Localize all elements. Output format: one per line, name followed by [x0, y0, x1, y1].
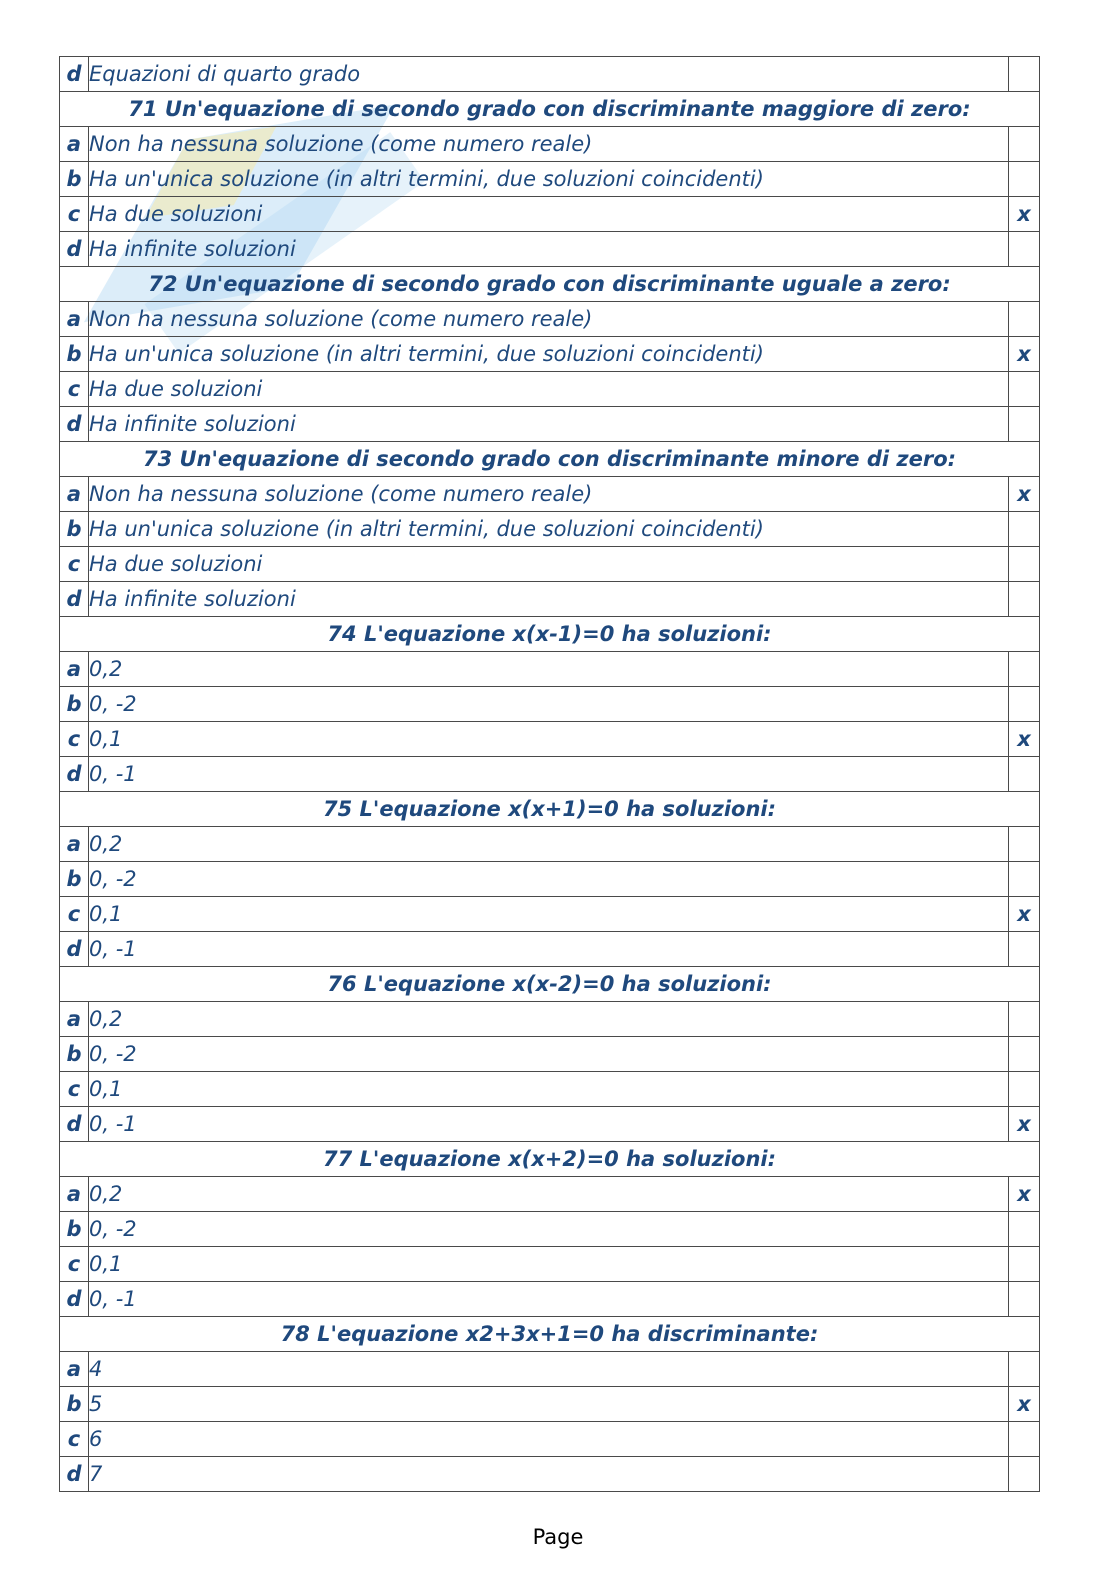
option-letter: a — [60, 302, 89, 337]
option-letter: a — [60, 827, 89, 862]
answer-row — [60, 162, 1040, 197]
option-letter: d — [60, 1457, 89, 1492]
question-title: 74 L'equazione x(x-1)=0 ha soluzioni: — [60, 617, 1040, 652]
page-footer: Page — [532, 1525, 584, 1549]
option-text: 0, -2 — [89, 862, 1009, 897]
option-letter: d — [60, 407, 89, 442]
option-text: 0,2 — [89, 652, 1009, 687]
option-letter: d — [60, 932, 89, 967]
answer-mark — [1009, 302, 1040, 337]
option-letter: c — [60, 547, 89, 582]
option-text: Ha due soluzioni — [89, 372, 1009, 407]
answer-mark — [1009, 407, 1040, 442]
answer-mark — [1009, 1247, 1040, 1282]
question-row — [60, 1317, 1040, 1352]
option-text: 0,1 — [89, 897, 1009, 932]
question-row — [60, 617, 1040, 652]
answer-mark — [1009, 127, 1040, 162]
answer-row — [60, 582, 1040, 617]
answer-row — [60, 1282, 1040, 1317]
answer-row — [60, 127, 1040, 162]
option-letter: c — [60, 1072, 89, 1107]
question-row — [60, 1142, 1040, 1177]
option-letter: b — [60, 162, 89, 197]
answer-row — [60, 897, 1040, 932]
option-text: Ha infinite soluzioni — [89, 232, 1009, 267]
option-letter: a — [60, 477, 89, 512]
answer-row — [60, 1212, 1040, 1247]
answer-row — [60, 1422, 1040, 1457]
answer-mark — [1009, 652, 1040, 687]
answer-mark: x — [1009, 722, 1040, 757]
answer-mark — [1009, 372, 1040, 407]
answer-row — [60, 722, 1040, 757]
answer-mark: x — [1009, 1177, 1040, 1212]
option-letter: a — [60, 1002, 89, 1037]
option-letter: b — [60, 337, 89, 372]
option-letter: c — [60, 372, 89, 407]
answer-row — [60, 232, 1040, 267]
answer-row — [60, 407, 1040, 442]
option-text: 6 — [89, 1422, 1009, 1457]
question-row — [60, 92, 1040, 127]
option-text: 0, -1 — [89, 757, 1009, 792]
answer-mark: x — [1009, 197, 1040, 232]
option-letter: b — [60, 512, 89, 547]
option-letter: b — [60, 1387, 89, 1422]
answer-mark — [1009, 1352, 1040, 1387]
option-letter: d — [60, 757, 89, 792]
answer-mark: x — [1009, 897, 1040, 932]
answer-row — [60, 547, 1040, 582]
option-letter: c — [60, 897, 89, 932]
answer-mark — [1009, 1072, 1040, 1107]
question-title: 72 Un'equazione di secondo grado con discriminante uguale a zero: — [60, 267, 1040, 302]
answer-mark: x — [1009, 337, 1040, 372]
option-text: Non ha nessuna soluzione (come numero reale) — [89, 302, 1009, 337]
option-text: 4 — [89, 1352, 1009, 1387]
option-text: Ha un'unica soluzione (in altri termini, due soluzioni coincidenti) — [89, 512, 1009, 547]
option-text: Ha un'unica soluzione (in altri termini, due soluzioni coincidenti) — [89, 162, 1009, 197]
option-text: Ha infinite soluzioni — [89, 582, 1009, 617]
option-letter: d — [60, 57, 89, 92]
question-row — [60, 442, 1040, 477]
answer-row — [60, 1107, 1040, 1142]
question-title: 77 L'equazione x(x+2)=0 ha soluzioni: — [60, 1142, 1040, 1177]
option-text: 0,1 — [89, 1072, 1009, 1107]
answer-row — [60, 512, 1040, 547]
answer-mark — [1009, 57, 1040, 92]
option-letter: c — [60, 197, 89, 232]
answer-row — [60, 302, 1040, 337]
option-text: Ha infinite soluzioni — [89, 407, 1009, 442]
option-letter: d — [60, 582, 89, 617]
question-title: 76 L'equazione x(x-2)=0 ha soluzioni: — [60, 967, 1040, 1002]
option-text: 0, -1 — [89, 932, 1009, 967]
answer-row — [60, 757, 1040, 792]
answer-row — [60, 1352, 1040, 1387]
question-title: 73 Un'equazione di secondo grado con discriminante minore di zero: — [60, 442, 1040, 477]
quiz-table — [59, 56, 1040, 1492]
answer-row — [60, 932, 1040, 967]
option-text: 0, -1 — [89, 1107, 1009, 1142]
option-letter: d — [60, 1282, 89, 1317]
option-letter: a — [60, 1177, 89, 1212]
option-letter: c — [60, 1247, 89, 1282]
option-text: 0, -1 — [89, 1282, 1009, 1317]
answer-row — [60, 1177, 1040, 1212]
question-row — [60, 267, 1040, 302]
answer-row — [60, 197, 1040, 232]
option-text: 0,2 — [89, 1177, 1009, 1212]
option-letter: a — [60, 127, 89, 162]
question-row — [60, 792, 1040, 827]
answer-row — [60, 372, 1040, 407]
option-text: 0, -2 — [89, 1037, 1009, 1072]
option-text: Equazioni di quarto grado — [89, 57, 1009, 92]
option-letter: b — [60, 1037, 89, 1072]
answer-mark: x — [1009, 477, 1040, 512]
option-letter: c — [60, 722, 89, 757]
answer-row — [60, 57, 1040, 92]
option-letter: a — [60, 652, 89, 687]
question-title: 71 Un'equazione di secondo grado con discriminante maggiore di zero: — [60, 92, 1040, 127]
answer-mark — [1009, 687, 1040, 722]
option-text: 0,1 — [89, 1247, 1009, 1282]
answer-mark — [1009, 547, 1040, 582]
answer-mark — [1009, 162, 1040, 197]
option-letter: c — [60, 1422, 89, 1457]
answer-mark — [1009, 757, 1040, 792]
option-text: 0, -2 — [89, 687, 1009, 722]
answer-mark — [1009, 1282, 1040, 1317]
answer-row — [60, 1247, 1040, 1282]
option-text: 0,2 — [89, 1002, 1009, 1037]
answer-mark — [1009, 512, 1040, 547]
option-letter: b — [60, 687, 89, 722]
option-letter: d — [60, 1107, 89, 1142]
option-letter: b — [60, 862, 89, 897]
option-text: Ha due soluzioni — [89, 197, 1009, 232]
option-letter: b — [60, 1212, 89, 1247]
answer-mark: x — [1009, 1107, 1040, 1142]
answer-mark — [1009, 232, 1040, 267]
option-text: Non ha nessuna soluzione (come numero reale) — [89, 127, 1009, 162]
option-letter: d — [60, 232, 89, 267]
question-row — [60, 967, 1040, 1002]
option-text: 7 — [89, 1457, 1009, 1492]
option-text: 0, -2 — [89, 1212, 1009, 1247]
answer-mark — [1009, 827, 1040, 862]
question-title: 75 L'equazione x(x+1)=0 ha soluzioni: — [60, 792, 1040, 827]
answer-mark — [1009, 1212, 1040, 1247]
option-text: Non ha nessuna soluzione (come numero reale) — [89, 477, 1009, 512]
answer-row — [60, 1072, 1040, 1107]
option-text: 0,2 — [89, 827, 1009, 862]
answer-mark — [1009, 932, 1040, 967]
answer-mark — [1009, 862, 1040, 897]
answer-row — [60, 1037, 1040, 1072]
option-text: 5 — [89, 1387, 1009, 1422]
option-text: Ha due soluzioni — [89, 547, 1009, 582]
answer-row — [60, 652, 1040, 687]
answer-mark — [1009, 1422, 1040, 1457]
answer-row — [60, 827, 1040, 862]
answer-row — [60, 1002, 1040, 1037]
answer-row — [60, 477, 1040, 512]
answer-mark — [1009, 1002, 1040, 1037]
option-letter: a — [60, 1352, 89, 1387]
answer-row — [60, 687, 1040, 722]
answer-row — [60, 862, 1040, 897]
option-text: Ha un'unica soluzione (in altri termini, due soluzioni coincidenti) — [89, 337, 1009, 372]
answer-row — [60, 1387, 1040, 1422]
answer-mark — [1009, 582, 1040, 617]
answer-row — [60, 1457, 1040, 1492]
option-text: 0,1 — [89, 722, 1009, 757]
question-title: 78 L'equazione x2+3x+1=0 ha discriminante: — [60, 1317, 1040, 1352]
answer-mark — [1009, 1037, 1040, 1072]
answer-mark — [1009, 1457, 1040, 1492]
answer-mark: x — [1009, 1387, 1040, 1422]
answer-row — [60, 337, 1040, 372]
